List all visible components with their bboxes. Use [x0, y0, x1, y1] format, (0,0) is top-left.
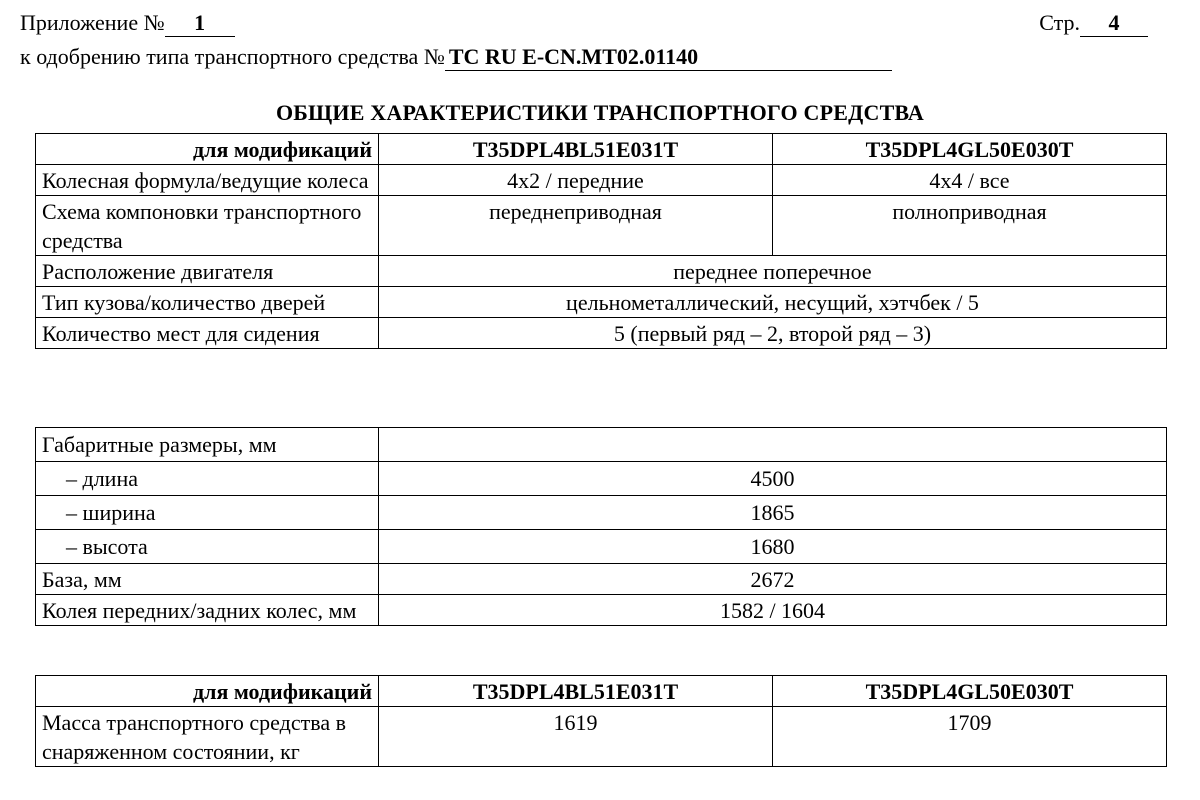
cell-value: 4500 [379, 462, 1167, 496]
row-label: Колесная формула/ведущие колеса [36, 165, 379, 196]
cell-value: цельнометаллический, несущий, хэтчбек / 5 [379, 287, 1167, 318]
modification-1: T35DPL4BL51E031T [379, 134, 773, 165]
page-label: Стр. [1039, 10, 1080, 35]
cell-value: переднеприводная [379, 196, 773, 256]
modification-2: T35DPL4GL50E030T [773, 676, 1167, 707]
cell-value: переднее поперечное [379, 256, 1167, 287]
row-label: – высота [36, 530, 379, 564]
cell-value: 5 (первый ряд – 2, второй ряд – 3) [379, 318, 1167, 349]
table-row [36, 496, 1167, 530]
page-reference [1039, 10, 1148, 37]
appendix-number: 1 [165, 10, 235, 37]
row-label: Колея передних/задних колес, мм [36, 595, 379, 626]
approval-label: к одобрению типа транспортного средства № [20, 44, 445, 69]
row-label: База, мм [36, 564, 379, 595]
table-row [36, 595, 1167, 626]
row-label: Схема компоновки транспортного средства [36, 196, 379, 256]
cell-value: 4x2 / передние [379, 165, 773, 196]
modifications-label: для модификаций [36, 134, 379, 165]
cell-value: 1619 [379, 707, 773, 767]
cell-value: 2672 [379, 564, 1167, 595]
cell-value [379, 428, 1167, 462]
modification-1: T35DPL4BL51E031T [379, 676, 773, 707]
table-row [36, 318, 1167, 349]
document-title: ОБЩИЕ ХАРАКТЕРИСТИКИ ТРАНСПОРТНОГО СРЕДСТВА [275, 100, 925, 125]
general-characteristics-table [35, 133, 1167, 349]
cell-value: 1582 / 1604 [379, 595, 1167, 626]
row-label: Габаритные размеры, мм [36, 428, 379, 462]
table-row [36, 462, 1167, 496]
row-label: Масса транспортного средства в снаряженном состоянии, кг [36, 707, 379, 767]
row-label: Тип кузова/количество дверей [36, 287, 379, 318]
cell-value: 1865 [379, 496, 1167, 530]
approval-line [20, 44, 892, 71]
mass-table [35, 675, 1167, 767]
table-row [36, 530, 1167, 564]
dimensions-table [35, 427, 1167, 626]
modifications-label: для модификаций [36, 676, 379, 707]
row-label: Расположение двигателя [36, 256, 379, 287]
table-header-row [36, 676, 1167, 707]
row-label: – ширина [36, 496, 379, 530]
appendix-line [20, 10, 235, 37]
table-row [36, 564, 1167, 595]
cell-value: 1680 [379, 530, 1167, 564]
table-row [36, 165, 1167, 196]
row-label: Количество мест для сидения [36, 318, 379, 349]
cell-value: 4x4 / все [773, 165, 1167, 196]
row-label: – длина [36, 462, 379, 496]
table-row [36, 707, 1167, 767]
cell-value: 1709 [773, 707, 1167, 767]
modification-2: T35DPL4GL50E030T [773, 134, 1167, 165]
page-number: 4 [1080, 10, 1148, 37]
cell-value: полноприводная [773, 196, 1167, 256]
appendix-label: Приложение № [20, 10, 165, 35]
approval-number: ТС RU E-CN.MT02.01140 [445, 44, 892, 71]
table-row [36, 196, 1167, 256]
table-row [36, 256, 1167, 287]
table-row [36, 287, 1167, 318]
table-header-row [36, 134, 1167, 165]
table-row [36, 428, 1167, 462]
